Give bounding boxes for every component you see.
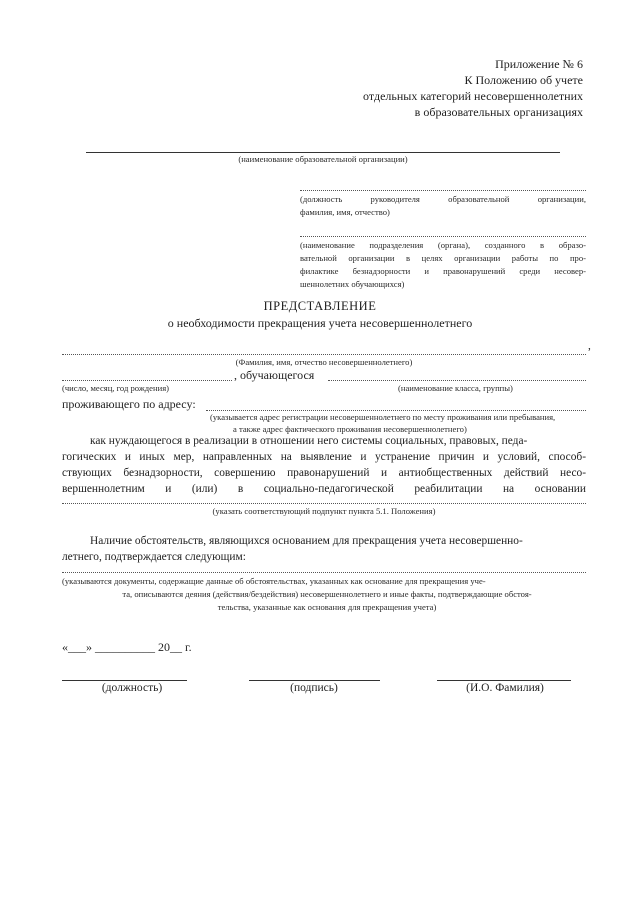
signature-caption: (подпись) (290, 682, 338, 694)
org-name-caption: (наименование образовательной организации) (238, 154, 408, 164)
name-caption: (И.О. Фамилия) (466, 682, 544, 694)
student-label: , обучающегося (234, 368, 315, 382)
class-name-line[interactable] (328, 380, 586, 381)
address-caption-line-2: а также адрес фактического проживания несовершеннолетнего) (233, 424, 467, 434)
minor-fio-line[interactable] (62, 354, 586, 355)
birth-date-line[interactable] (62, 380, 232, 381)
minor-fio-comma: , (588, 340, 591, 352)
need-paragraph-line-2: гогических и иных мер, направленных на выявление и устранение причин и условий, способ- (62, 451, 586, 463)
unit-caption-line-3: филактике безнадзорности и правонарушений среди несовер- (300, 266, 586, 276)
documents-caption-line-1: (указываются документы, содержащие данные об обстоятельствах, указанных как основание для прекращения уче- (62, 576, 486, 586)
birth-date-caption: (число, месяц, год рождения) (62, 383, 170, 393)
class-name-caption: (наименование класса, группы) (398, 383, 513, 393)
address-label: проживающего по адресу: (62, 397, 196, 411)
position-caption: (должность) (101, 682, 163, 694)
appendix-line-1: Приложение № 6 (495, 57, 583, 71)
position-line[interactable] (62, 680, 187, 681)
unit-name-line[interactable] (300, 236, 586, 237)
address-line[interactable] (206, 410, 586, 411)
clause-line[interactable] (62, 503, 586, 504)
need-paragraph-line-1: как нуждающегося в реализации в отношении него системы социальных, правовых, педа- (90, 435, 528, 447)
org-name-line[interactable] (86, 152, 560, 153)
confirm-paragraph-line-2: летнего, подтверждается следующим: (62, 551, 246, 563)
appendix-line-3: отдельных категорий несовершеннолетних (363, 89, 583, 103)
need-paragraph-line-4: вершеннолетним и (или) в социально-педагогической реабилитации на основании (62, 483, 586, 495)
unit-caption-line-4: шеннолетних обучающихся) (300, 279, 405, 289)
confirm-paragraph-line-1: Наличие обстоятельств, являющихся основанием для прекращения учета несовершенно- (90, 535, 523, 547)
head-caption-line-2: фамилия, имя, отчество) (300, 207, 390, 217)
documents-line[interactable] (62, 572, 586, 573)
need-paragraph-line-3: ствующих безнадзорности, совершению правонарушений и антиобщественных действий несо- (62, 467, 586, 479)
unit-caption-line-1: (наименование подразделения (органа), созданного в образо- (300, 240, 586, 250)
document-title: ПРЕДСТАВЛЕНИЕ (263, 299, 377, 313)
minor-fio-caption: (Фамилия, имя, отчество несовершеннолетнего) (235, 357, 413, 367)
date-line[interactable]: «___» __________ 20__ г. (62, 640, 192, 654)
appendix-line-2: К Положению об учете (464, 73, 583, 87)
head-caption-line-1: (должность руководителя образовательной организации, (300, 194, 586, 204)
clause-caption: (указать соответствующий подпункт пункта 5.1. Положения) (212, 506, 436, 516)
documents-caption-line-2: та, описываются деяния (действия/бездействия) несовершеннолетнего и иные факты, подтверждающие обстоя- (122, 589, 532, 599)
document-subtitle: о необходимости прекращения учета несовершеннолетнего (167, 316, 473, 330)
unit-caption-line-2: вательной организации в целях организации работы по про- (300, 253, 586, 263)
address-caption-line-1: (указывается адрес регистрации несовершеннолетнего по месту проживания или пребывания, (210, 412, 556, 422)
name-line[interactable] (437, 680, 571, 681)
head-name-line[interactable] (300, 190, 586, 191)
signature-line[interactable] (249, 680, 380, 681)
documents-caption-line-3: тельства, указанные как основания для прекращения учета) (217, 602, 437, 612)
appendix-line-4: в образовательных организациях (414, 105, 583, 119)
